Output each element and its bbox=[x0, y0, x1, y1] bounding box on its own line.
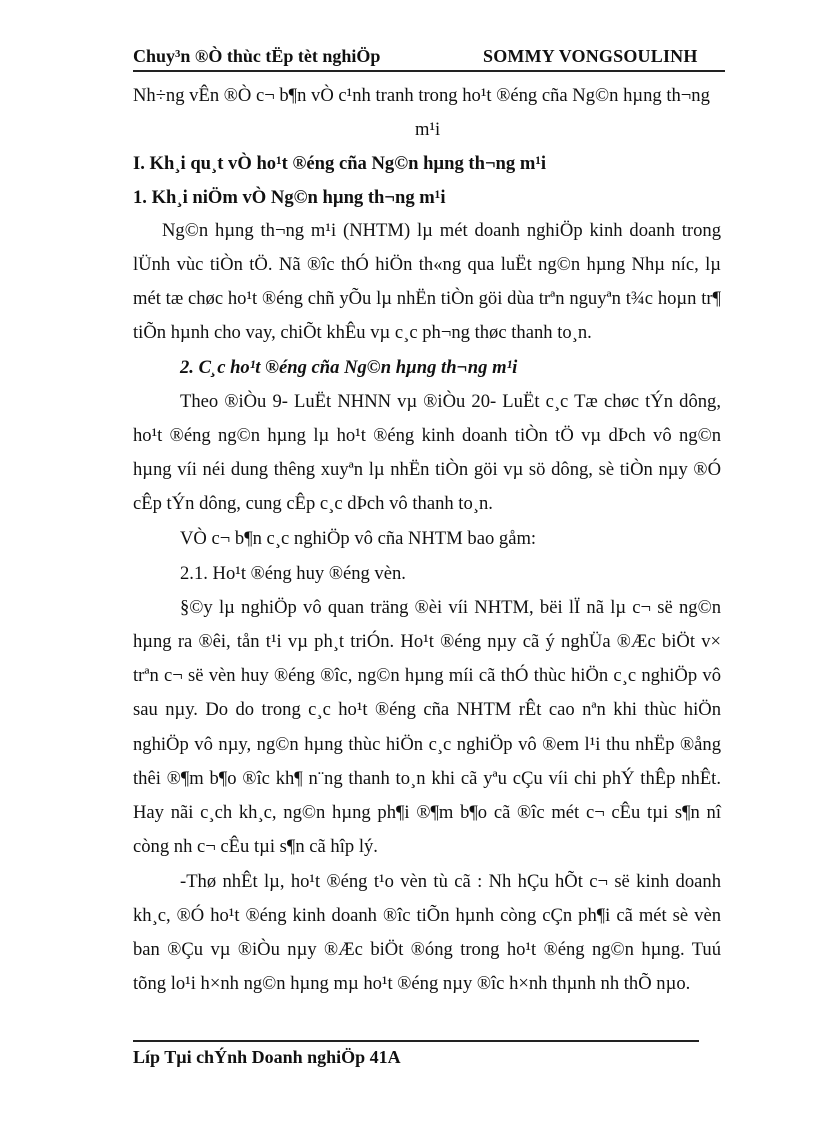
paragraph-5-line-5: nghiÖp vô nµy, ng©n hµng thùc hiÖn c¸c nghiÖp vô ®em l¹i thu nhËp ®ång bbox=[133, 734, 721, 755]
paragraph-5-line-6: thêi ®¶m b¶o ®îc kh¶ n¨ng thanh to¸n khi cã yªu cÇu víi chi phÝ thÊp nhÊt. bbox=[133, 768, 721, 789]
paragraph-5-line-7: Hay nãi c¸ch kh¸c, ng©n hµng ph¶i ®¶m b¶o cã ®îc mét c¬ cÊu tµi s¶n nî bbox=[133, 802, 721, 823]
footer-rule bbox=[133, 1040, 699, 1042]
paragraph-1-line-1: Ng©n hµng th¬ng m¹i (NHTM) lµ mét doanh nghiÖp kinh doanh trong bbox=[162, 220, 721, 241]
section-heading-1: I. Kh¸i qu¸t vÒ ho¹t ®éng cña Ng©n hµng th¬ng m¹i bbox=[133, 153, 547, 174]
paragraph-4: 2.1. Ho¹t ®éng huy ®éng vèn. bbox=[180, 563, 406, 584]
page-header bbox=[133, 42, 725, 72]
paragraph-6-line-3: ban ®Çu vµ ®iÒu nµy ®Æc biÖt ®óng trong ho¹t ®éng ng©n hµng. Tuú bbox=[133, 939, 721, 960]
paragraph-6-line-2: kh¸c, ®Ó ho¹t ®éng kinh doanh ®îc tiÕn hµnh còng cÇn ph¶i cã mét sè vèn bbox=[133, 905, 721, 926]
page-footer: Líp Tµi chÝnh Doanh nghiÖp 41A bbox=[133, 1047, 401, 1067]
subsection-heading-1-1: 1. Kh¸i niÖm vÒ Ng©n hµng th¬ng m¹i bbox=[133, 187, 446, 208]
paragraph-1-line-2: lÜnh vùc tiÒn tÖ. Nã ®îc thÓ hiÖn th«ng qua luËt ng©n hµng Nhµ níc, lµ bbox=[133, 254, 721, 275]
paragraph-5-line-1: §©y lµ nghiÖp vô quan träng ®èi víi NHTM, bëi lÏ nã lµ c¬ së ng©n bbox=[180, 597, 721, 618]
subsection-heading-2: 2. C¸c ho¹t ®éng cña Ng©n hµng th¬ng m¹i bbox=[180, 357, 518, 378]
paragraph-3: VÒ c¬ b¶n c¸c nghiÖp vô cña NHTM bao gåm: bbox=[180, 528, 537, 549]
paragraph-5-line-3: trªn c¬ së vèn huy ®éng ®îc, ng©n hµng míi cã thÓ thùc hiÖn c¸c nghiÖp vô bbox=[133, 665, 721, 686]
paragraph-6-line-1: -Thø nhÊt lµ, ho¹t ®éng t¹o vèn tù cã : Nh hÇu hÕt c¬ së kinh doanh bbox=[180, 871, 721, 892]
document-title-line-2: m¹i bbox=[415, 119, 441, 140]
paragraph-5-line-4: sau nµy. Do do trong c¸c ho¹t ®éng cña NHTM rÊt cao nªn khi thùc hiÖn bbox=[133, 699, 721, 720]
paragraph-2-line-1: Theo ®iÒu 9- LuËt NHNN vµ ®iÒu 20- LuËt c¸c Tæ chøc tÝn dông, bbox=[180, 391, 721, 412]
paragraph-5-line-8: còng nh c¬ cÊu tµi s¶n cã hîp lý. bbox=[133, 836, 378, 857]
paragraph-5-line-2: hµng ra ®êi, tån t¹i vµ ph¸t triÓn. Ho¹t ®éng nµy cã ý nghÜa ®Æc biÖt v× bbox=[133, 631, 721, 652]
paragraph-6-line-4: tõng lo¹i h×nh ng©n hµng mµ ho¹t ®éng nµy ®îc h×nh thµnh nh thÕ nµo. bbox=[133, 973, 691, 994]
header-thesis-title: Chuy³n ®Ò thùc tËp tèt nghiÖp bbox=[133, 46, 381, 66]
paragraph-2-line-4: cÊp tÝn dông, cung cÊp c¸c dÞch vô thanh to¸n. bbox=[133, 493, 493, 514]
document-title-line-1: Nh÷ng vÊn ®Ò c¬ b¶n vÒ c¹nh tranh trong ho¹t ®éng cña Ng©n hµng th¬ng bbox=[133, 85, 710, 106]
paragraph-2-line-2: ho¹t ®éng ng©n hµng lµ ho¹t ®éng kinh doanh tiÒn tÖ vµ dÞch vô ng©n bbox=[133, 425, 721, 446]
paragraph-1-line-3: mét tæ chøc ho¹t ®éng chñ yÕu lµ nhËn tiÒn göi dùa trªn nguyªn t¾c hoµn tr¶ bbox=[133, 288, 721, 309]
paragraph-2-line-3: hµng víi néi dung thêng xuyªn lµ nhËn tiÒn göi vµ sö dông, sè tiÒn nµy ®Ó bbox=[133, 459, 721, 480]
paragraph-1-line-4: tiÕn hµnh cho vay, chiÕt khÊu vµ c¸c ph¬ng thøc thanh to¸n. bbox=[133, 322, 592, 343]
header-author-name: SOMMY VONGSOULINH bbox=[483, 46, 698, 66]
